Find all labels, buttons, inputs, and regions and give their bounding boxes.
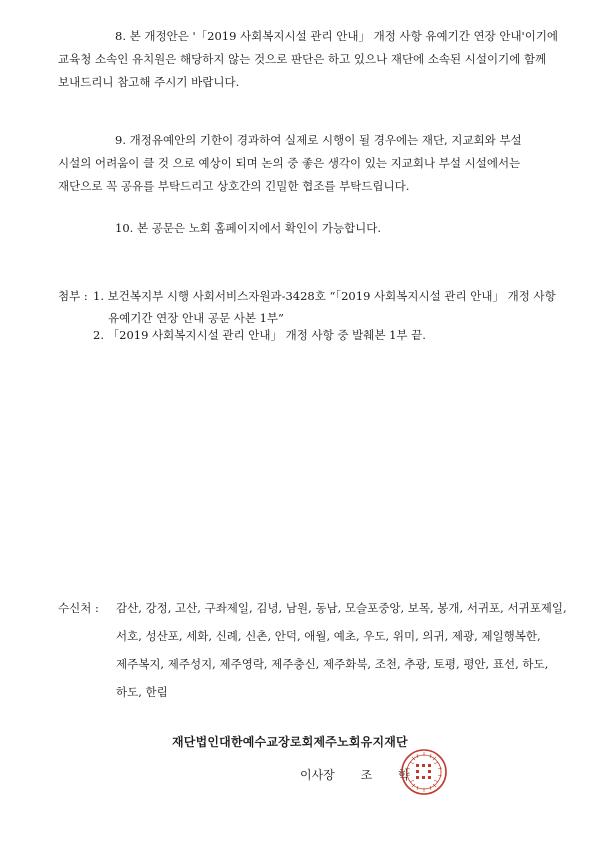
attachment-item-2: 2. 「2019 사회복지시설 관리 안내」 개정 사항 중 발췌본 1부 끝. — [93, 328, 426, 342]
paragraph-10 — [58, 217, 540, 240]
paragraph-10-line: 10. 본 공문은 노회 홈페이지에서 확인이 가능합니다. — [115, 221, 382, 235]
representative-name-2: 학 — [398, 768, 410, 782]
recipients-line-4: 하도, 한림 — [116, 685, 168, 699]
paragraph-9-line-2: 시설의 어려움이 클 것 으로 예상이 되며 논의 중 좋은 생각이 있는 지교회나 부설 시설에서는 — [58, 156, 521, 170]
organization-name: 재단법인대한예수교장로회제주노회유지재단 — [172, 735, 408, 749]
paragraph-8 — [58, 25, 559, 94]
attachments-label: 첨부 : — [58, 289, 88, 303]
attachment-item-1-line-1: 1. 보건복지부 시행 사회서비스자원과-3428호 “「2019 사회복지시설 관리 안내」 개정 사항 — [93, 289, 556, 303]
official-seal-icon — [400, 748, 448, 796]
paragraph-9-line-3: 재단으로 꼭 공유를 부탁드리고 상호간의 긴밀한 협조를 부탁드립니다. — [58, 179, 410, 193]
paragraph-9-line-1: 9. 개정유예안의 기한이 경과하여 실제로 시행이 될 경우에는 재단, 지교회와 부설 — [115, 133, 522, 147]
paragraph-8-line-1: 8. 본 개정안은 '「2019 사회복지시설 관리 안내」 개정 사항 유예기간 연장 안내'이기에 — [115, 29, 559, 43]
recipients-list — [116, 594, 567, 706]
attachment-item-1-line-2: 유예기간 연장 안내 공문 사본 1부” — [108, 311, 284, 325]
paragraph-9 — [58, 129, 540, 198]
representative — [300, 766, 410, 783]
representative-name-1: 조 — [360, 768, 373, 782]
recipients-line-1: 감산, 강정, 고산, 구좌제일, 김녕, 남원, 동남, 모슬포중앙, 보목, 봉개, 서귀포, 서귀포제일, — [116, 601, 567, 615]
recipients-label: 수신처 : — [58, 601, 99, 615]
paragraph-8-line-2: 교육청 소속인 유치원은 해당하지 않는 것으로 판단은 하고 있으나 재단에 소속된 시설이기에 함께 — [58, 52, 547, 66]
recipients-line-2: 서호, 성산포, 세화, 신례, 신촌, 안덕, 애월, 예초, 우도, 위미, 의귀, 제광, 제일행복한, — [116, 629, 541, 643]
paragraph-8-line-3: 보내드리니 참고해 주시기 바랍니다. — [58, 75, 240, 89]
recipients-line-3: 제주복지, 제주성지, 제주영락, 제주충신, 제주화북, 조천, 추광, 토평, 평안, 표선, 하도, — [116, 657, 549, 671]
representative-title: 이사장 — [300, 768, 335, 782]
